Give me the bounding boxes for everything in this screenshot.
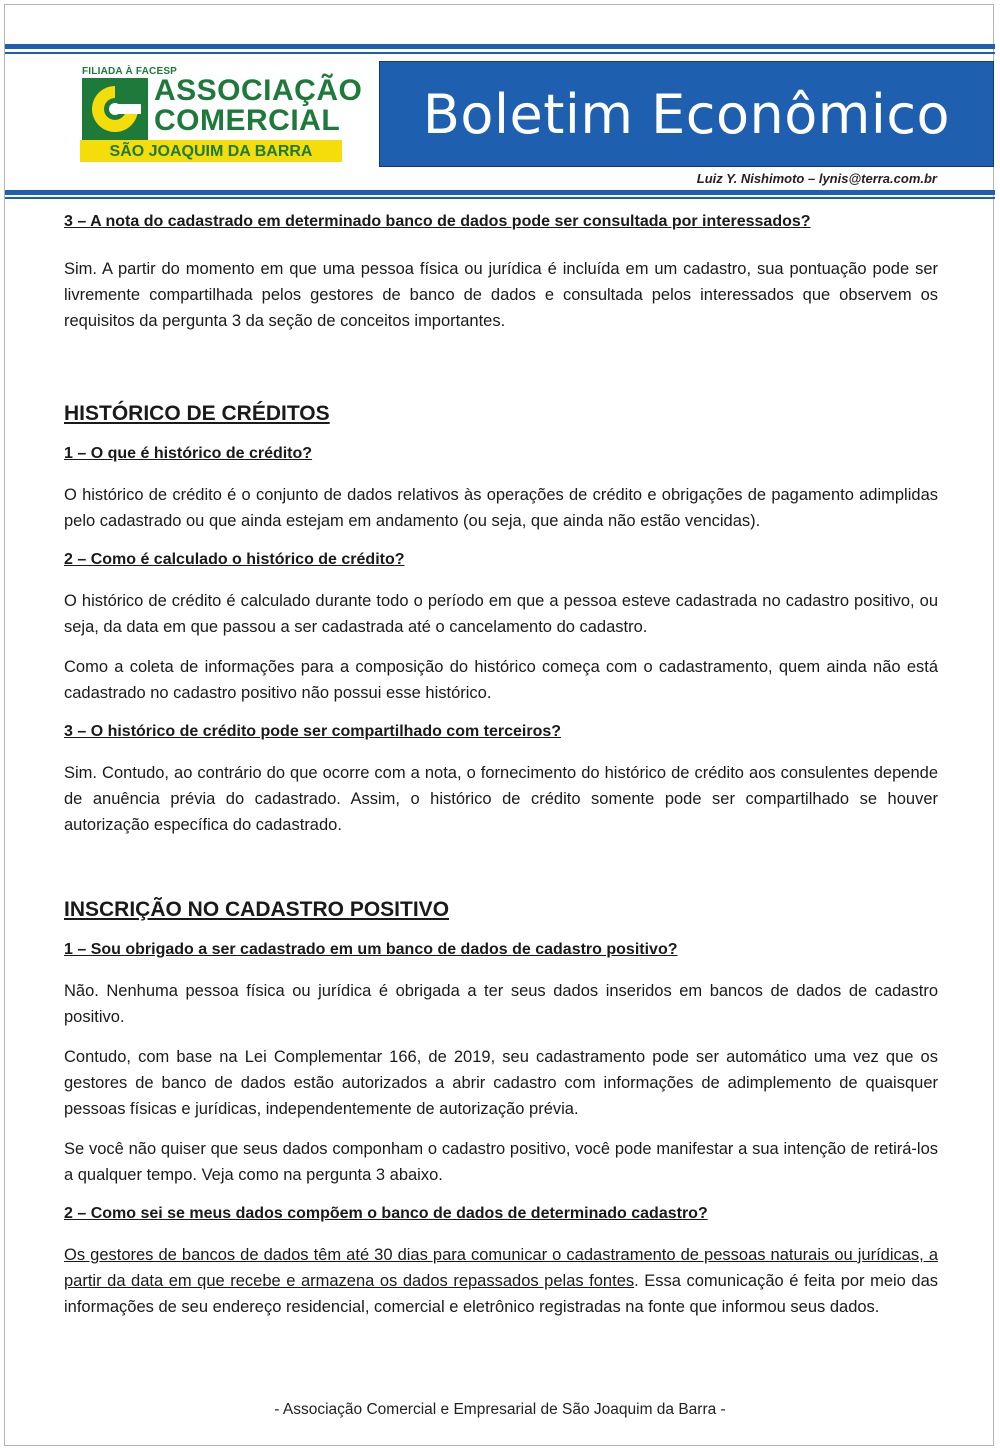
underlined-answer-text: Os gestores de bancos de dados têm até 30 dias para comunicar o cadastramento de pessoas naturais ou jurídicas, a partir da data em que recebe e armazena os dados repassados pelas fontes	[64, 1246, 938, 1290]
bulletin-title-box	[379, 61, 994, 167]
logo-city-band	[80, 140, 342, 162]
logo-filiada-text: FILIADA À FACESP	[82, 66, 178, 77]
answer-text: . Essa comunicação é feita por meio das informações de seu endereço residencial, comercial e eletrônico registradas na fonte que informou seus dados.	[64, 1272, 938, 1316]
logo-emblem-icon	[82, 78, 148, 140]
article-body	[64, 210, 938, 1320]
question-heading: 3 – A nota do cadastrado em determinado banco de dados pode ser consultada por interessados?	[64, 213, 811, 230]
question-heading: 2 – Como sei se meus dados compõem o banco de dados de determinado cadastro?	[64, 1205, 708, 1222]
section-heading: HISTÓRICO DE CRÉDITOS	[64, 402, 330, 425]
answer-paragraph: Se você não quiser que seus dados componham o cadastro positivo, você pode manifestar a sua intenção de retirá-los a qualquer tempo. Veja como na pergunta 3 abaixo.	[64, 1140, 938, 1184]
answer-paragraph: O histórico de crédito é calculado durante todo o período em que a pessoa esteve cadastrada no cadastro positivo, ou seja, da data em que passou a ser cadastrada até o cancelamento do cadastro.	[64, 592, 938, 636]
header-top-rule-thin	[5, 52, 995, 54]
logo-line-1: ASSOCIAÇÃO	[154, 74, 363, 107]
answer-paragraph: O histórico de crédito é o conjunto de dados relativos às operações de crédito e obrigações de pagamento adimplidas pelo cadastrado ou que ainda estejam em andamento (ou seja, que ainda não estão vencidas).	[64, 486, 938, 530]
header-bottom-rule	[5, 190, 995, 195]
answer-paragraph	[64, 1242, 938, 1320]
question-heading: 1 – Sou obrigado a ser cadastrado em um banco de dados de cadastro positivo?	[64, 941, 678, 958]
page-footer: - Associação Comercial e Empresarial de São Joaquim da Barra -	[274, 1401, 726, 1418]
question-heading: 1 – O que é histórico de crédito?	[64, 445, 313, 462]
association-logo	[80, 66, 363, 162]
answer-paragraph: Contudo, com base na Lei Complementar 166, de 2019, seu cadastramento pode ser automático uma vez que os gestores de banco de dados estão autorizados a abrir cadastro com informações de adimplemento de quaisquer pessoas físicas e jurídicas, independentemente de autorização prévia.	[64, 1048, 938, 1118]
section-heading: INSCRIÇÃO NO CADASTRO POSITIVO	[64, 898, 450, 921]
bulletin-title: Boletim Econômico	[422, 82, 951, 146]
answer-paragraph: Não. Nenhuma pessoa física ou jurídica é obrigada a ter seus dados inseridos em bancos de dados de cadastro positivo.	[64, 982, 938, 1026]
answer-paragraph: Sim. A partir do momento em que uma pessoa física ou jurídica é incluída em um cadastro, sua pontuação pode ser livremente compartilhada pelos gestores de banco de dados e consultada pelos interessados que observem os requisitos da pergunta 3 da seção de conceitos importantes.	[64, 260, 938, 330]
author-credit: Luiz Y. Nishimoto – lynis@terra.com.br	[696, 171, 937, 186]
header-bottom-rule-thin	[5, 197, 995, 199]
answer-paragraph: Como a coleta de informações para a composição do histórico começa com o cadastramento, quem ainda não está cadastrado no cadastro positivo não possui esse histórico.	[64, 658, 938, 702]
answer-paragraph: Sim. Contudo, ao contrário do que ocorre com a nota, o fornecimento do histórico de crédito aos consulentes depende de anuência prévia do cadastrado. Assim, o histórico de crédito somente pode ser compartilhado se houver autorização específica do cadastrado.	[64, 764, 938, 834]
question-heading: 3 – O histórico de crédito pode ser compartilhado com terceiros?	[64, 723, 562, 740]
logo-line-2: COMERCIAL	[154, 104, 341, 137]
question-heading: 2 – Como é calculado o histórico de crédito?	[64, 551, 405, 568]
logo-city-text: SÃO JOAQUIM DA BARRA	[109, 143, 313, 160]
header-top-rule	[5, 44, 995, 49]
